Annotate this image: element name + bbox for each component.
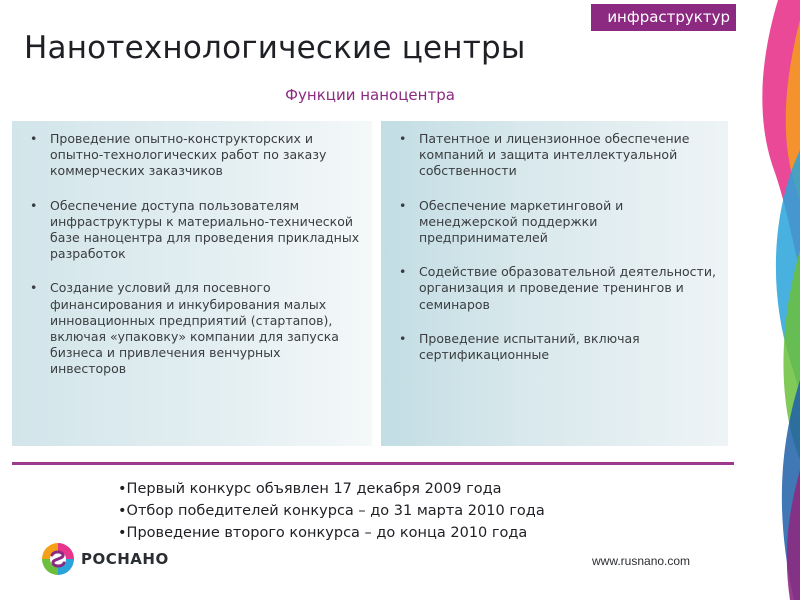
left-functions-list xyxy=(28,131,360,378)
bullet-icon: • xyxy=(30,280,38,296)
right-functions-panel xyxy=(381,121,728,446)
list-item-text: Содействие образовательной деятельности, организация и проведение тренингов и семинаров xyxy=(419,264,716,312)
bullet-icon: • xyxy=(399,330,407,346)
right-functions-list xyxy=(397,131,716,363)
left-functions-panel xyxy=(12,121,372,446)
list-item xyxy=(28,131,360,180)
bullet-icon: • xyxy=(399,131,407,146)
bullet-icon: • xyxy=(30,197,38,213)
page-subtitle: Функции наноцентра xyxy=(285,86,455,104)
bullet-icon: • xyxy=(30,131,38,146)
bullet-icon: • xyxy=(399,264,407,280)
website-url: www.rusnano.com xyxy=(592,554,691,568)
list-item xyxy=(397,331,716,363)
brand-name: РОСНАНО xyxy=(81,550,169,568)
contest-line: •Первый конкурс объявлен 17 декабря 2009 года xyxy=(118,481,502,497)
list-item-text: Патентное и лицензионное обеспечение компаний и защита интеллектуальной собственности xyxy=(419,131,690,179)
list-item-text: Обеспечение доступа пользователям инфраструктуры к материально-технической базе наноцентра для проведения прикладных разработок xyxy=(50,197,360,262)
list-item-text: Проведение опытно-конструкторских и опытно-технологических работ по заказу коммерческих заказчиков xyxy=(50,131,327,179)
bullet-icon: • xyxy=(399,197,407,213)
contest-line: •Проведение второго конкурса – до конца 2010 года xyxy=(118,525,528,541)
list-item xyxy=(28,198,360,263)
list-item xyxy=(28,280,360,377)
section-tag: инфраструктур xyxy=(591,4,736,31)
rusnano-logo-icon xyxy=(40,541,76,577)
section-divider xyxy=(12,462,734,465)
list-item-text: Создание условий для посевного финансирования и инкубирования малых инновационных предприятий (стартапов), включая «упаковку» компании для запуска бизнеса и привлечения венчурных инвесторов xyxy=(50,280,339,377)
contest-info xyxy=(118,478,545,544)
page-title: Нанотехнологические центры xyxy=(24,30,526,66)
list-item-text: Обеспечение маркетинговой и менеджерской поддержки предпринимателей xyxy=(419,197,624,246)
contest-line: •Отбор победителей конкурса – до 31 марта 2010 года xyxy=(118,503,545,519)
list-item-text: Проведение испытаний, включая сертификационные xyxy=(419,330,640,363)
list-item xyxy=(397,264,716,313)
list-item xyxy=(397,131,716,180)
list-item xyxy=(397,198,716,247)
